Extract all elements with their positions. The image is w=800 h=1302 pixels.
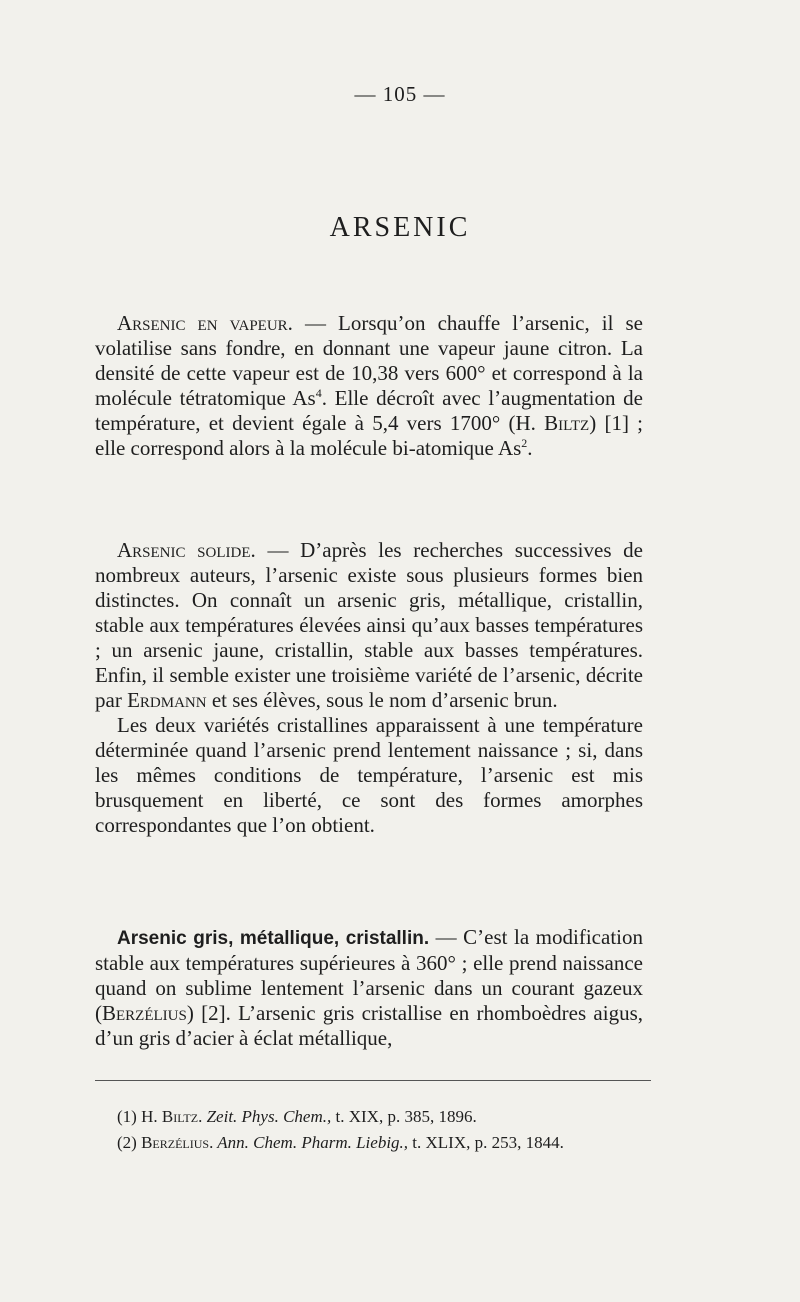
author-name: Biltz <box>544 411 590 435</box>
paragraph-text: C’est la modification stable aux températures supérieures à 360° ; elle prend naissance quand on sublime lentement l’arsenic dans un courant gazeux ( <box>95 925 643 1025</box>
author-name: Berzélius <box>102 1001 187 1025</box>
section-heading: Arsenic en vapeur. <box>117 311 293 335</box>
paragraph-text: ) [2]. L’arsenic gris cristallise en rhomboèdres aigus, d’un gris d’acier à éclat métallique, <box>95 1001 643 1050</box>
paragraph-text: ) [1] ; elle correspond alors à la molécule bi-atomique As <box>95 411 643 460</box>
footnote: (1) H. Biltz. Zeit. Phys. Chem., t. XIX, p. 385, 1896. <box>117 1107 477 1126</box>
paragraph-varietes: Les deux variétés cristallines apparaissent à une température déterminée quand l’arsenic prend lentement naissance ; si, dans les mêmes conditions de température, l’arsenic est mis brusquement en liberté, ce sont des formes amorphes correspondantes que l’on obtient. <box>95 713 643 837</box>
paragraph-arsenic-solide <box>95 538 643 838</box>
paragraph-text: D’après les recherches successives de nombreux auteurs, l’arsenic existe sous plusieurs formes bien distinctes. On connaît un arsenic gris, métallique, cristallin, stable aux températures élevées ainsi qu’aux basses températures ; un arsenic jaune, cristallin, stable aux basses températures. Enfin, il semble exister une troisième variété de l’arsenic, décrite par <box>95 538 644 712</box>
dash: — <box>292 311 339 335</box>
paragraph-text: . <box>527 436 533 460</box>
author-name: Erdmann <box>127 688 207 712</box>
section-heading: Arsenic solide. <box>117 538 256 562</box>
dash: — <box>255 538 301 562</box>
footnotes <box>117 1104 657 1156</box>
superscript: 2 <box>521 436 528 450</box>
footnote: (2) Berzélius. Ann. Chem. Pharm. Liebig., t. XLIX, p. 253, 1844. <box>117 1133 564 1152</box>
page-title: ARSENIC <box>329 212 471 243</box>
section-heading: Arsenic gris, métallique, cristallin. <box>117 928 430 949</box>
paragraph-arsenic-gris <box>95 925 643 1051</box>
paragraph-arsenic-vapeur <box>95 311 643 461</box>
superscript: 4 <box>315 386 322 400</box>
footnote-divider <box>95 1080 651 1081</box>
page-number: — 105 — <box>354 82 446 106</box>
dash: — <box>429 925 464 949</box>
paragraph-text: et ses élèves, sous le nom d’arsenic brun. <box>206 688 558 712</box>
paragraph-text: . Elle décroît avec l’augmentation de température, et devient égale à 5,4 vers 1700° (H. <box>95 386 643 435</box>
paragraph-text: Lorsqu’on chauffe l’arsenic, il se volatilise sans fondre, en donnant une vapeur jaune citron. La densité de cette vapeur est de 10,38 vers 600° et correspond à la molécule tétratomique As <box>95 311 644 410</box>
